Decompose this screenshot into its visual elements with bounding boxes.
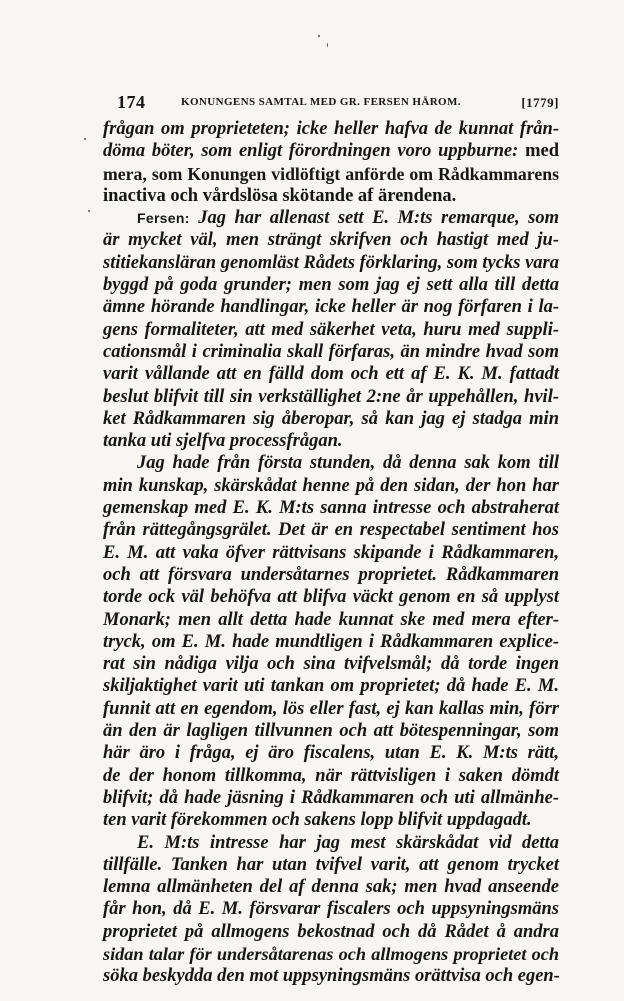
text-line: frågan om proprieteten; icke heller hafva de kunnat från- (103, 119, 559, 139)
text-line: än den är lagligen tillvunnen och att bötespenningar, som (103, 721, 559, 742)
text-line: söka beskydda den mot uppsyningsmäns orättvisa och egen- (103, 966, 560, 987)
text-line: skiljaktighet varit uti tankan om proprietet; då hade E. M. (103, 676, 559, 697)
text-line: Jag hade från första stunden, då denna sak kom till (137, 453, 559, 474)
text-line: lemna allmänheten del af denna sak; men hvad anseende (103, 877, 559, 898)
text-line: funnit att en egendom, lös eller fast, ej kan kallas min, förr (103, 698, 559, 719)
page-header (117, 92, 559, 112)
ink-speck (327, 43, 328, 47)
text-line: cationsmål i criminalia skall förfaras, än mindre hvad som (103, 341, 559, 362)
text-line: tryck, om E. M. hade mundtligen i Rådkammaren explice- (103, 631, 559, 652)
text-line: tanka uti sjelfva processfrågan. (103, 431, 343, 452)
speaker-label: Fersen: (137, 210, 190, 227)
ink-speck (88, 210, 90, 212)
text-line: ket Rådkammaren sig åberopar, så kan jag ej stadga min (103, 408, 559, 429)
text-line: torde ock väl behöfva att blifva väckt genom en så upplyst (103, 587, 559, 608)
text-line: döma böter, som enligt förordningen voro uppburne: med (103, 141, 559, 162)
text-line: blifvit; då hade jäsning i Rådkammaren och uti allmänhe- (103, 787, 559, 808)
text-line: tillfälle. Tanken har utan tvifvel varit, att genom trycket (103, 854, 559, 875)
text-line: här äro i fråga, ej äro fiscalens, utan E. K. M:ts rätt, (103, 743, 559, 764)
text-line: Fersen: Jag har allenast sett E. M:ts remarque, som (137, 208, 559, 229)
text-line: proprietet på allmogens bekostnad och då Rådet å andra (103, 921, 559, 942)
text-line: får hon, då E. M. försvarar fiscalers och uppsyningsmäns (103, 899, 559, 920)
text-line: beslut blifvit till sin verkställighet 2:ne år uppehållen, hvil- (103, 386, 559, 407)
text-line: gens formaliteter, att med säkerhet veta, huru med suppli- (103, 319, 559, 340)
ink-speck (318, 35, 320, 37)
text-line: ämne hörande handlingar, icke heller är nog förfaren i la- (103, 297, 559, 318)
ink-speck (84, 138, 86, 140)
running-title: KONUNGENS SAMTAL MED GR. FERSEN HÄROM. (181, 96, 461, 108)
text-line: rat sin nådiga vilja och sina tvifvelsmål; då torde ingen (103, 654, 559, 675)
text-line: sidan talar för undersåtarenas och allmogens proprietet och (103, 943, 559, 964)
text-line: stitiekansläran genomläst Rådets förklaring, som tycks vara (103, 252, 559, 273)
body-text (103, 118, 559, 988)
text-line: varit vållande att en fälld dom och ett af E. K. M. fattadt (103, 364, 559, 385)
text-line: de der honom tillkomma, när rättvisligen i saken dömdt (103, 765, 559, 786)
text-line: är mycket väl, men strängt skrifven och hastigt med ju- (103, 230, 559, 251)
page-number: 174 (117, 92, 146, 112)
text-line: byggd på goda grunder; men som jag ej sett alla till detta (103, 275, 559, 296)
text-line: ten varit förekommen och sakens lopp blifvit uppdagadt. (103, 810, 532, 831)
text-line: Monark; men allt detta hade kunnat ske med mera efter- (103, 609, 559, 630)
text-line: och att försvara undersåtarnes proprietet. Rådkammaren (103, 564, 559, 585)
year-label: [1779] (521, 95, 559, 110)
text-line: E. M:ts intresse har jag mest skärskådat vid detta (137, 832, 559, 853)
text-line: gemenskap med E. K. M:ts sanna intresse och abstraherat (103, 498, 559, 519)
text-line: E. M. att vaka öfver rättvisans skipande i Rådkammaren, (103, 542, 559, 563)
text-line: min kunskap, skärskådat henne på den sidan, der hon har (103, 475, 559, 496)
text-line: inactiva och vårdslösa skötande af ärendena. (103, 185, 457, 206)
text-line: mera, som Konungen vidlöftigt anförde om Rådkammarens (103, 163, 559, 184)
text-line: från rättegångsgrälet. Det är en respectabel sentiment hos (103, 520, 559, 541)
